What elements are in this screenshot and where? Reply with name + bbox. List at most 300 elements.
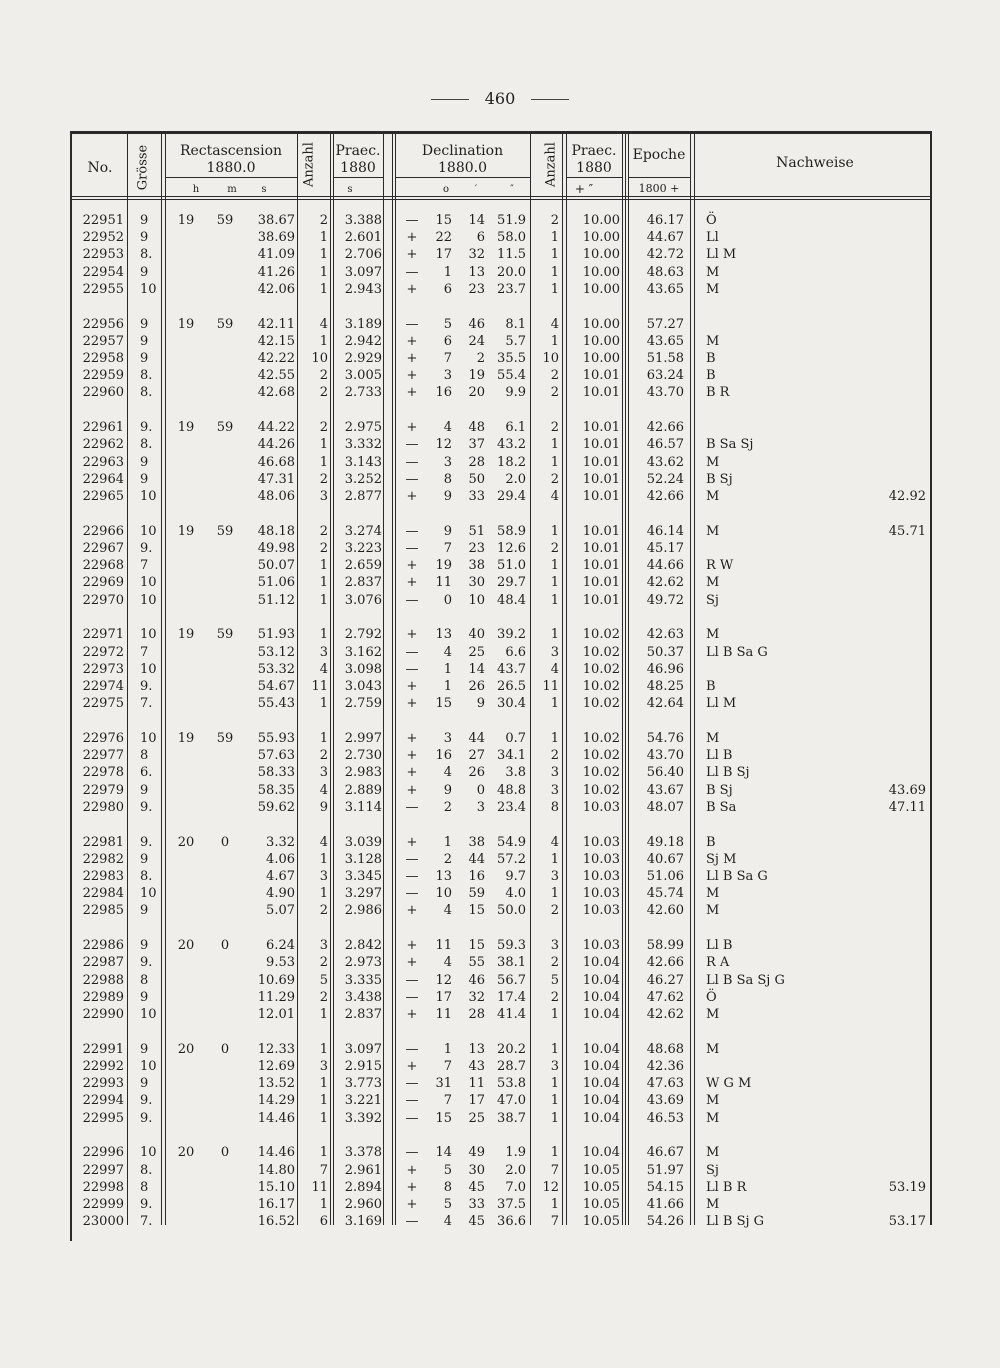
decl-minutes: 49 bbox=[468, 1145, 485, 1161]
decl-seconds: 56.7 bbox=[497, 972, 526, 988]
decl-count: 11 bbox=[542, 679, 559, 694]
ra-seconds: 42.68 bbox=[257, 385, 295, 401]
decl-precession: 10.00 bbox=[582, 230, 620, 246]
magnitude: 9 bbox=[140, 1076, 149, 1092]
star-number: 22988 bbox=[82, 972, 124, 988]
ra-precession: 2.877 bbox=[344, 489, 382, 504]
decl-seconds: 11.5 bbox=[497, 247, 526, 263]
ra-seconds: 55.43 bbox=[257, 696, 295, 712]
ra-seconds: 15.10 bbox=[257, 1179, 295, 1195]
ra-precession: 3.169 bbox=[344, 1214, 382, 1230]
ra-seconds: 57.63 bbox=[257, 748, 295, 764]
epoch: 42.62 bbox=[646, 575, 684, 591]
page-number: 460 bbox=[0, 89, 1000, 108]
decl-minutes: 0 bbox=[476, 782, 485, 798]
star-number: 22994 bbox=[82, 1093, 124, 1109]
ra-precession: 3.098 bbox=[344, 661, 382, 677]
ra-count: 4 bbox=[319, 782, 328, 798]
decl-degrees: 11 bbox=[435, 938, 452, 954]
decl-sign: — bbox=[405, 799, 419, 815]
decl-sign: — bbox=[405, 869, 419, 884]
decl-count: 1 bbox=[550, 1076, 559, 1092]
decl-minutes: 44 bbox=[468, 731, 485, 746]
magnitude: 9. bbox=[140, 1197, 153, 1212]
star-number: 22999 bbox=[82, 1197, 124, 1212]
decl-precession: 10.00 bbox=[582, 281, 620, 297]
ra-count: 1 bbox=[319, 281, 328, 297]
magnitude: 8 bbox=[140, 972, 149, 988]
column-rule bbox=[530, 133, 531, 1225]
epoch: 46.67 bbox=[646, 1145, 684, 1161]
magnitude: 10 bbox=[140, 1059, 157, 1074]
decl-count: 2 bbox=[550, 955, 559, 971]
decl-precession: 10.01 bbox=[582, 437, 620, 453]
decl-sign: + bbox=[406, 938, 418, 954]
decl-count: 1 bbox=[550, 575, 559, 591]
star-number: 22965 bbox=[82, 489, 124, 504]
ra-precession: 2.659 bbox=[344, 558, 382, 574]
decl-sign: — bbox=[405, 1145, 419, 1161]
decl-precession: 10.02 bbox=[582, 627, 620, 643]
decl-degrees: 31 bbox=[435, 1076, 452, 1092]
decl-minutes: 9 bbox=[476, 696, 485, 712]
ra-precession: 3.189 bbox=[344, 316, 382, 332]
ra-minutes: 59 bbox=[216, 731, 234, 746]
references: M bbox=[706, 281, 720, 297]
decl-minutes: 25 bbox=[468, 644, 485, 660]
references: Ll B Sa G bbox=[706, 644, 768, 660]
header-praec-ra-year: 1880 bbox=[340, 160, 376, 176]
decl-count: 1 bbox=[550, 696, 559, 712]
decl-count: 3 bbox=[550, 765, 559, 781]
decl-seconds: 48.8 bbox=[497, 782, 526, 798]
epoch: 54.26 bbox=[646, 1214, 684, 1230]
decl-seconds: 51.0 bbox=[497, 558, 526, 574]
epoch: 42.72 bbox=[646, 247, 684, 263]
ra-count: 3 bbox=[319, 765, 328, 781]
star-number: 22982 bbox=[82, 851, 124, 867]
ra-precession: 3.297 bbox=[344, 886, 382, 902]
decl-degrees: 15 bbox=[435, 696, 452, 712]
decl-minutes: 43 bbox=[468, 1059, 485, 1074]
references: Ll M bbox=[706, 247, 737, 263]
epoch: 49.72 bbox=[646, 592, 684, 608]
column-rule bbox=[395, 133, 396, 1225]
decl-count: 1 bbox=[550, 523, 559, 539]
decl-minutes: 44 bbox=[468, 851, 485, 867]
ra-precession: 2.961 bbox=[344, 1162, 382, 1178]
ra-seconds: 41.09 bbox=[257, 247, 295, 263]
decl-precession: 10.01 bbox=[582, 368, 620, 384]
decl-sign: — bbox=[405, 471, 419, 487]
ra-seconds: 4.67 bbox=[266, 869, 295, 884]
references: M bbox=[706, 1110, 720, 1126]
decl-count: 3 bbox=[550, 782, 559, 798]
ra-hours: 19 bbox=[177, 523, 195, 539]
star-number: 22971 bbox=[82, 627, 124, 643]
ra-precession: 2.601 bbox=[344, 230, 382, 246]
decl-count: 2 bbox=[550, 385, 559, 401]
decl-minutes: 33 bbox=[468, 1197, 485, 1212]
ra-count: 3 bbox=[319, 644, 328, 660]
decl-precession: 10.02 bbox=[582, 696, 620, 712]
star-number: 23000 bbox=[82, 1214, 124, 1230]
ra-minutes: 59 bbox=[216, 523, 234, 539]
ra-seconds: 14.80 bbox=[257, 1162, 295, 1178]
magnitude: 10 bbox=[140, 489, 157, 504]
decl-precession: 10.02 bbox=[582, 731, 620, 746]
ra-precession: 2.842 bbox=[344, 938, 382, 954]
header-epoche: Epoche bbox=[632, 147, 686, 163]
ra-seconds: 51.93 bbox=[257, 627, 295, 643]
decl-degrees: 16 bbox=[435, 748, 452, 764]
ra-count: 3 bbox=[319, 489, 328, 504]
ra-precession: 2.960 bbox=[344, 1197, 382, 1212]
magnitude: 9 bbox=[140, 471, 149, 487]
decl-degrees: 14 bbox=[435, 1145, 452, 1161]
ra-seconds: 3.32 bbox=[266, 834, 295, 850]
decl-degrees: 1 bbox=[443, 264, 452, 280]
epoch: 58.99 bbox=[646, 938, 684, 954]
decl-precession: 10.02 bbox=[582, 644, 620, 660]
header-decl-unit-sec: ″ bbox=[510, 184, 514, 195]
decl-degrees: 9 bbox=[443, 523, 452, 539]
star-number: 22980 bbox=[82, 799, 124, 815]
magnitude: 9 bbox=[140, 351, 149, 366]
ra-precession: 2.997 bbox=[344, 731, 382, 746]
decl-sign: + bbox=[406, 333, 418, 349]
decl-precession: 10.04 bbox=[582, 1093, 620, 1109]
column-rule bbox=[383, 133, 384, 1225]
table-top-rule bbox=[70, 131, 932, 134]
star-number: 22975 bbox=[82, 696, 124, 712]
decl-precession: 10.01 bbox=[582, 420, 620, 436]
ra-precession: 2.792 bbox=[344, 627, 382, 643]
decl-precession: 10.01 bbox=[582, 385, 620, 401]
references: Ö bbox=[706, 213, 717, 228]
decl-seconds: 7.0 bbox=[505, 1179, 526, 1195]
magnitude: 9. bbox=[140, 420, 153, 436]
ra-seconds: 14.46 bbox=[257, 1110, 295, 1126]
star-number: 22961 bbox=[82, 420, 124, 436]
decl-sign: + bbox=[406, 1059, 418, 1074]
ra-count: 2 bbox=[319, 471, 328, 487]
decl-sign: + bbox=[406, 1179, 418, 1195]
ra-seconds: 9.53 bbox=[266, 955, 295, 971]
references: B bbox=[706, 351, 716, 366]
decl-seconds: 48.4 bbox=[497, 592, 526, 608]
decl-sign: + bbox=[406, 834, 418, 850]
magnitude: 10 bbox=[140, 575, 157, 591]
decl-minutes: 38 bbox=[468, 558, 485, 574]
ra-precession: 3.039 bbox=[344, 834, 382, 850]
decl-count: 1 bbox=[550, 886, 559, 902]
references: B bbox=[706, 679, 716, 694]
decl-degrees: 5 bbox=[443, 1162, 452, 1178]
ra-hours: 19 bbox=[177, 627, 195, 643]
magnitude: 7 bbox=[140, 644, 149, 660]
ra-precession: 2.943 bbox=[344, 281, 382, 297]
decl-sign: + bbox=[406, 1197, 418, 1212]
ra-count: 4 bbox=[319, 316, 328, 332]
decl-minutes: 16 bbox=[468, 869, 485, 884]
ra-count: 2 bbox=[319, 385, 328, 401]
ra-count: 3 bbox=[319, 938, 328, 954]
magnitude: 9 bbox=[140, 782, 149, 798]
decl-precession: 10.01 bbox=[582, 454, 620, 470]
decl-minutes: 32 bbox=[468, 247, 485, 263]
magnitude: 9. bbox=[140, 955, 153, 971]
decl-precession: 10.04 bbox=[582, 989, 620, 1005]
ra-seconds: 4.06 bbox=[266, 851, 295, 867]
ra-seconds: 42.55 bbox=[257, 368, 295, 384]
decl-count: 1 bbox=[550, 1007, 559, 1022]
ra-seconds: 59.62 bbox=[257, 799, 295, 815]
decl-precession: 10.05 bbox=[582, 1214, 620, 1230]
references: M bbox=[706, 1093, 720, 1109]
decl-precession: 10.04 bbox=[582, 1076, 620, 1092]
decl-minutes: 33 bbox=[468, 489, 485, 504]
header-groesse: Grösse bbox=[135, 144, 151, 191]
references: M bbox=[706, 903, 720, 919]
header-decl-unit-min: ′ bbox=[474, 184, 478, 195]
ra-count: 2 bbox=[319, 989, 328, 1005]
decl-seconds: 36.6 bbox=[497, 1214, 526, 1230]
ra-precession: 3.143 bbox=[344, 454, 382, 470]
decl-sign: — bbox=[405, 1076, 419, 1092]
references: Ll B R bbox=[706, 1179, 747, 1195]
ra-hours: 19 bbox=[177, 420, 195, 436]
decl-count: 1 bbox=[550, 1197, 559, 1212]
ra-seconds: 49.98 bbox=[257, 541, 295, 556]
ra-count: 4 bbox=[319, 834, 328, 850]
decl-seconds: 23.7 bbox=[497, 281, 526, 297]
decl-count: 2 bbox=[550, 748, 559, 764]
epoch: 46.27 bbox=[646, 972, 684, 988]
ra-precession: 3.114 bbox=[344, 799, 382, 815]
decl-minutes: 32 bbox=[468, 989, 485, 1005]
decl-precession: 10.00 bbox=[582, 213, 620, 228]
decl-minutes: 26 bbox=[468, 765, 485, 781]
decl-seconds: 2.0 bbox=[505, 471, 526, 487]
ra-precession: 2.706 bbox=[344, 247, 382, 263]
decl-degrees: 4 bbox=[443, 955, 452, 971]
references: M bbox=[706, 454, 720, 470]
decl-degrees: 5 bbox=[443, 316, 452, 332]
epoch: 54.76 bbox=[646, 731, 684, 746]
decl-precession: 10.04 bbox=[582, 1110, 620, 1126]
decl-minutes: 27 bbox=[468, 748, 485, 764]
decl-minutes: 46 bbox=[468, 316, 485, 332]
decl-precession: 10.01 bbox=[582, 523, 620, 539]
magnitude: 9. bbox=[140, 541, 153, 556]
decl-degrees: 7 bbox=[443, 541, 452, 556]
decl-minutes: 17 bbox=[468, 1093, 485, 1109]
ra-precession: 2.730 bbox=[344, 748, 382, 764]
references: M bbox=[706, 1007, 720, 1022]
references: M bbox=[706, 333, 720, 349]
decl-precession: 10.02 bbox=[582, 765, 620, 781]
decl-minutes: 45 bbox=[468, 1214, 485, 1230]
ra-seconds: 54.67 bbox=[257, 679, 295, 694]
references: M bbox=[706, 523, 720, 539]
decl-seconds: 18.2 bbox=[497, 454, 526, 470]
decl-minutes: 37 bbox=[468, 437, 485, 453]
decl-sign: + bbox=[406, 955, 418, 971]
ra-minutes: 0 bbox=[220, 1041, 230, 1057]
decl-sign: + bbox=[406, 903, 418, 919]
ra-count: 2 bbox=[319, 213, 328, 228]
ra-precession: 2.942 bbox=[344, 333, 382, 349]
decl-degrees: 1 bbox=[443, 679, 452, 694]
star-number: 22954 bbox=[82, 264, 124, 280]
decl-minutes: 51 bbox=[468, 523, 485, 539]
decl-precession: 10.04 bbox=[582, 972, 620, 988]
decl-minutes: 30 bbox=[468, 575, 485, 591]
decl-seconds: 8.1 bbox=[505, 316, 526, 332]
star-number: 22963 bbox=[82, 454, 124, 470]
ra-precession: 3.252 bbox=[344, 471, 382, 487]
epoch: 63.24 bbox=[646, 368, 684, 384]
decl-count: 1 bbox=[550, 627, 559, 643]
header-ra-unit-h: h bbox=[192, 184, 200, 195]
decl-precession: 10.03 bbox=[582, 851, 620, 867]
decl-count: 1 bbox=[550, 1145, 559, 1161]
ra-seconds: 48.06 bbox=[257, 489, 295, 504]
references: B Sj bbox=[706, 471, 733, 487]
ra-count: 1 bbox=[319, 333, 328, 349]
decl-seconds: 38.7 bbox=[497, 1110, 526, 1126]
magnitude: 7 bbox=[140, 558, 149, 574]
ra-precession: 2.929 bbox=[344, 351, 382, 366]
references: M bbox=[706, 731, 720, 746]
decl-precession: 10.03 bbox=[582, 886, 620, 902]
references: R A bbox=[706, 955, 730, 971]
ra-seconds: 10.69 bbox=[257, 972, 295, 988]
ra-seconds: 42.22 bbox=[257, 351, 295, 366]
epoche-unit-rule bbox=[628, 177, 690, 178]
magnitude: 9. bbox=[140, 834, 153, 850]
decl-sign: + bbox=[406, 1162, 418, 1178]
decl-degrees: 4 bbox=[443, 903, 452, 919]
epoch: 43.62 bbox=[646, 454, 684, 470]
decl-sign: — bbox=[405, 437, 419, 453]
decl-minutes: 50 bbox=[468, 471, 485, 487]
decl-sign: + bbox=[406, 748, 418, 764]
decl-minutes: 10 bbox=[468, 592, 485, 608]
ra-precession: 3.392 bbox=[344, 1110, 382, 1126]
star-number: 22956 bbox=[82, 316, 124, 332]
star-number: 22962 bbox=[82, 437, 124, 453]
decl-precession: 10.04 bbox=[582, 1041, 620, 1057]
decl-sign: + bbox=[406, 351, 418, 366]
decl-seconds: 26.5 bbox=[497, 679, 526, 694]
decl-precession: 10.01 bbox=[582, 575, 620, 591]
epoch: 46.17 bbox=[646, 213, 684, 228]
ra-precession: 3.388 bbox=[344, 213, 382, 228]
decl-minutes: 26 bbox=[468, 679, 485, 694]
star-number: 22959 bbox=[82, 368, 124, 384]
decl-minutes: 30 bbox=[468, 1162, 485, 1178]
decl-degrees: 11 bbox=[435, 1007, 452, 1022]
decl-sign: + bbox=[406, 765, 418, 781]
star-number: 22996 bbox=[82, 1145, 124, 1161]
praec-decl-unit-rule bbox=[566, 177, 622, 178]
ra-seconds: 42.15 bbox=[257, 333, 295, 349]
magnitude: 10 bbox=[140, 1145, 157, 1161]
star-number: 22972 bbox=[82, 644, 124, 660]
decl-seconds: 0.7 bbox=[505, 731, 526, 746]
ra-seconds: 42.06 bbox=[257, 281, 295, 297]
ra-precession: 3.223 bbox=[344, 541, 382, 556]
star-number: 22976 bbox=[82, 731, 124, 746]
epoch: 56.40 bbox=[646, 765, 684, 781]
star-number: 22987 bbox=[82, 955, 124, 971]
star-number: 22968 bbox=[82, 558, 124, 574]
decl-sign: + bbox=[406, 368, 418, 384]
decl-seconds: 39.2 bbox=[497, 627, 526, 643]
ra-count: 2 bbox=[319, 903, 328, 919]
ra-count: 1 bbox=[319, 1145, 328, 1161]
decl-count: 4 bbox=[550, 489, 559, 504]
epoch: 42.36 bbox=[646, 1059, 684, 1074]
references: M bbox=[706, 886, 720, 902]
decl-minutes: 2 bbox=[476, 351, 485, 366]
decl-seconds: 1.9 bbox=[505, 1145, 526, 1161]
decl-sign: + bbox=[406, 247, 418, 263]
ra-precession: 3.221 bbox=[344, 1093, 382, 1109]
decl-degrees: 2 bbox=[443, 799, 452, 815]
decl-degrees: 8 bbox=[443, 471, 452, 487]
magnitude: 10 bbox=[140, 281, 157, 297]
decl-sign: — bbox=[405, 851, 419, 867]
epoch: 43.65 bbox=[646, 333, 684, 349]
column-rule bbox=[694, 133, 695, 1225]
ra-seconds: 5.07 bbox=[266, 903, 295, 919]
epoch: 52.24 bbox=[646, 471, 684, 487]
decl-seconds: 29.7 bbox=[497, 575, 526, 591]
references: M bbox=[706, 575, 720, 591]
ra-minutes: 59 bbox=[216, 316, 234, 332]
ra-seconds: 44.26 bbox=[257, 437, 295, 453]
decl-count: 2 bbox=[550, 989, 559, 1005]
star-number: 22989 bbox=[82, 989, 124, 1005]
star-number: 22986 bbox=[82, 938, 124, 954]
decl-count: 2 bbox=[550, 903, 559, 919]
star-number: 22991 bbox=[82, 1041, 124, 1057]
decl-count: 3 bbox=[550, 1059, 559, 1074]
star-number: 22951 bbox=[82, 213, 124, 228]
decl-sign: — bbox=[405, 316, 419, 332]
ra-count: 5 bbox=[319, 972, 328, 988]
star-number: 22969 bbox=[82, 575, 124, 591]
references: B Sj bbox=[706, 782, 733, 798]
decl-minutes: 6 bbox=[476, 230, 485, 246]
ra-seconds: 51.12 bbox=[257, 592, 295, 608]
decl-precession: 10.03 bbox=[582, 799, 620, 815]
ra-seconds: 38.67 bbox=[257, 213, 295, 228]
ra-count: 1 bbox=[319, 247, 328, 263]
ra-count: 9 bbox=[319, 799, 328, 815]
decl-degrees: 2 bbox=[443, 851, 452, 867]
decl-sign: — bbox=[405, 1214, 419, 1230]
ra-count: 1 bbox=[319, 1093, 328, 1109]
star-number: 22979 bbox=[82, 782, 124, 798]
decl-degrees: 7 bbox=[443, 351, 452, 366]
ra-seconds: 55.93 bbox=[257, 731, 295, 746]
decl-precession: 10.03 bbox=[582, 834, 620, 850]
magnitude: 9 bbox=[140, 213, 149, 228]
